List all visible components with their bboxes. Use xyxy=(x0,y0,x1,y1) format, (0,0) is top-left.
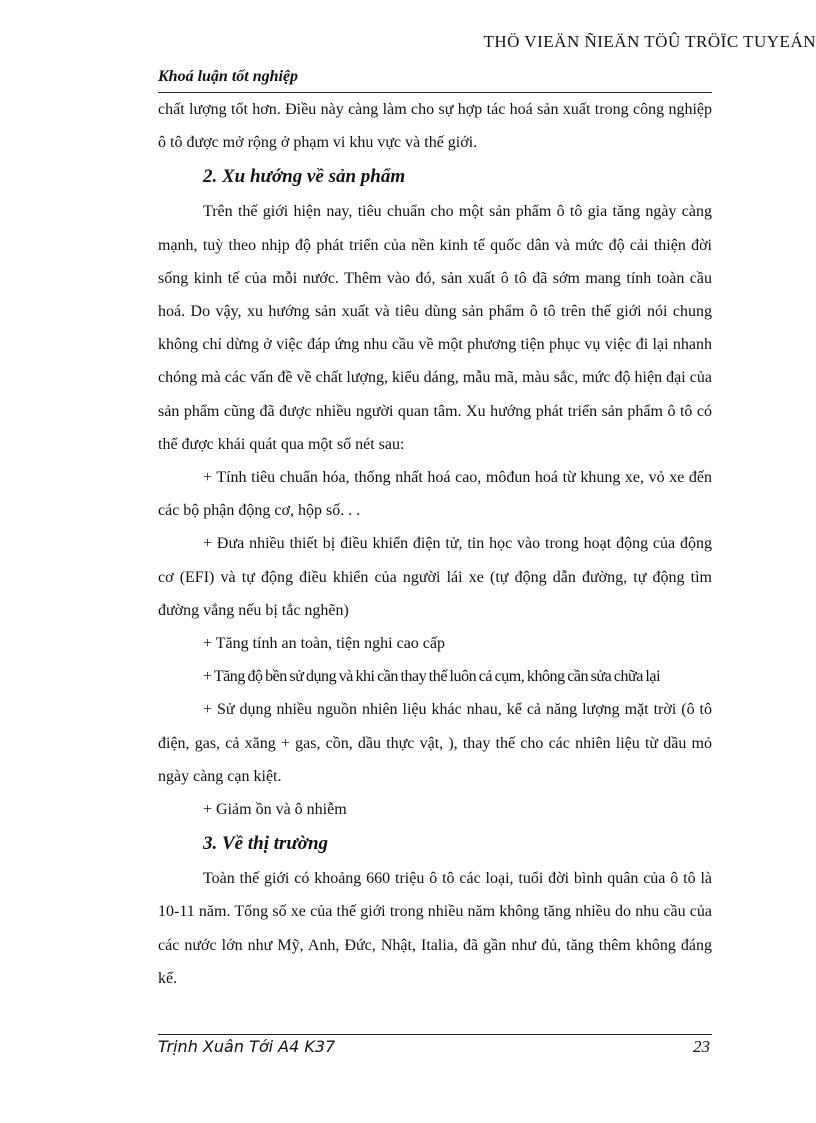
list-item: + Đưa nhiều thiết bị điều khiển điện tử, tin học vào trong hoạt động của động cơ (EFI) và tự động điều khiển của người lái xe (tự động dẫn đường, tự động tìm đường vắng nếu bị tắc nghẽn) xyxy=(158,535,712,619)
paragraph-market: Toàn thế giới có khoảng 660 triệu ô tô các loại, tuổi đời bình quân của ô tô là 10-11 năm. Tổng số xe của thế giới trong nhiều năm không tăng nhiều do nhu cầu của các nước lớn như Mỹ, Anh, Đức, Nhật, Italia, đã gần như đủ, tăng thêm không đáng kể. xyxy=(158,870,712,987)
section-heading-market: 3. Về thị trường xyxy=(203,833,329,855)
document-header-title: Khoá luận tốt nghiệp xyxy=(158,68,299,85)
list-item: + Giảm ồn và ô nhiễm xyxy=(203,801,347,819)
paragraph-product-trends: Trên thế giới hiện nay, tiêu chuẩn cho một sản phẩm ô tô gia tăng ngày càng mạnh, tuỳ theo nhịp độ phát triển của nền kinh tế quốc dân và mức độ cải thiện đời sống kinh tế của mỗi nước. Thêm vào đó, sản xuất ô tô đã sớm mang tính toàn cầu hoá. Do vậy, xu hướng sản xuất và tiêu dùng sản phẩm ô tô trên thế giới nói chung không chỉ dừng ở việc đáp ứng nhu cầu về một phương tiện phục vụ việc đi lại nhanh chóng mà các vấn đề về chất lượng, kiểu dáng, mẫu mã, màu sắc, mức độ hiện đại của sản phẩm cũng đã được nhiều người quan tâm. Xu hướng phát triển sản phẩm ô tô có thể được khái quát qua một số nét sau: xyxy=(158,203,712,453)
footer-author: Trịnh Xuân Tới A4 K37 xyxy=(158,1037,336,1056)
footer-divider xyxy=(158,1034,712,1035)
section-heading-product-trends: 2. Xu hướng về sản phẩm xyxy=(203,166,406,188)
list-item: + Sử dụng nhiều nguồn nhiên liệu khác nhau, kể cả năng lượng mặt trời (ô tô điện, gas, cả xăng + gas, cồn, dầu thực vật, ), thay thế cho các nhiên liệu từ dầu mỏ ngày càng cạn kiệt. xyxy=(158,701,712,785)
list-item: + Tăng độ bền sử dụng và khi cần thay thế luôn cả cụm, không cần sửa chữa lại xyxy=(203,668,661,686)
paragraph-continuation: chất lượng tốt hơn. Điều này càng làm cho sự hợp tác hoá sản xuất trong công nghiệp ô tô được mở rộng ở phạm vi khu vực và thế giới. xyxy=(158,101,712,152)
list-item: + Tăng tính an toàn, tiện nghi cao cấp xyxy=(203,635,445,653)
list-item: + Tính tiêu chuẩn hóa, thống nhất hoá cao, môđun hoá từ khung xe, vỏ xe đến các bộ phận động cơ, hộp số. . . xyxy=(158,469,712,520)
watermark-text: THÖ VIEÄN ÑIEÄN TÖÛ TRÖÏC TUYEÁN xyxy=(483,32,816,51)
page-number: 23 xyxy=(693,1037,710,1056)
document-body xyxy=(158,93,712,995)
